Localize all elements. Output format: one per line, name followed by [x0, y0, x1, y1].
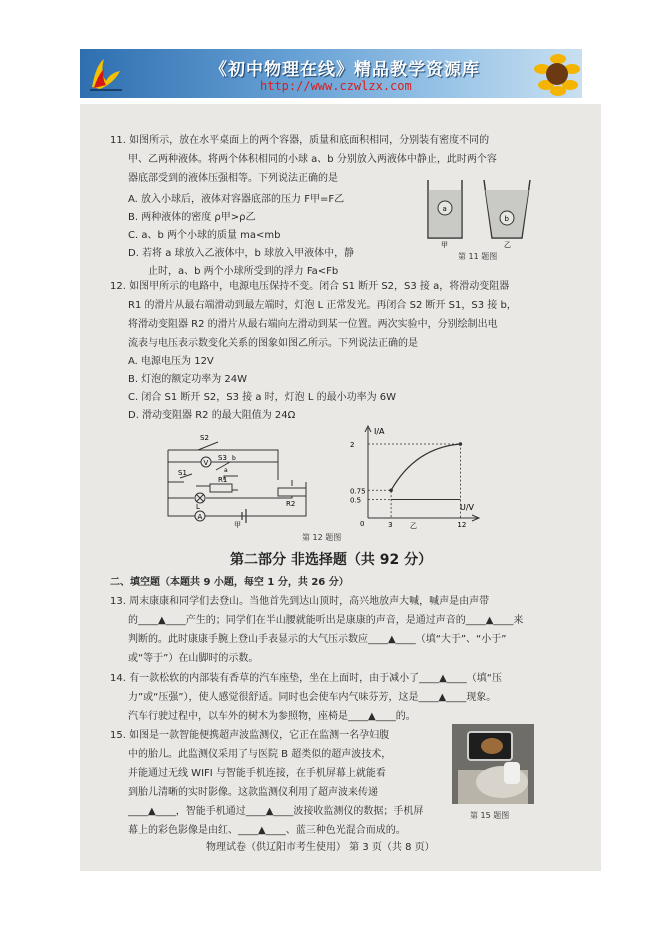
label-yi: 乙: [504, 241, 511, 248]
guide-mid: [368, 490, 391, 518]
q11-option-a: A. 放入小球后，液体对容器底部的压力 F甲=F乙: [128, 194, 345, 205]
site-banner: [80, 49, 582, 98]
q11-option-c: C. a、b 两个小球的质量 ma<mb: [128, 230, 281, 241]
section-fill-in-title: 二、填空题（本题共 9 小题，每空 1 分，共 26 分）: [110, 577, 349, 588]
svg-text:A: A: [197, 513, 203, 521]
series-curve: [391, 444, 460, 490]
ytick-label-2: 0.5: [350, 496, 362, 505]
q12-line-1: 12. 如图甲所示的电路中，电源电压保持不变。闭合 S1 断开 S2，S3 接 a，将滑动变阻器: [110, 281, 510, 292]
graph-origin: 0: [360, 520, 365, 528]
q15-line-6: 幕上的彩色影像是由红、____▲____、蓝三种色光混合而成的。: [128, 825, 406, 836]
q11-line-2: 甲、乙两种液体。将两个体积相同的小球 a、b 分别放入两液体中静止，此时两个容: [128, 154, 497, 165]
q11-option-d-cont: 止时，a、b 两个小球所受到的浮力 Fa<Fb: [148, 266, 339, 277]
q15-caption: 第 15 题图: [470, 811, 510, 820]
svg-text:S3: S3: [218, 454, 227, 462]
q15-photo: [452, 724, 534, 804]
q13-line-2: 的____▲____产生的；同学们在半山腰就能听出是康康的声音，是通过声音的____▲____来: [128, 615, 524, 626]
q14-line-2: 力”或“压强”），使人感觉很舒适。同时也会使车内气味芬芳，这是____▲____现象。: [128, 692, 497, 703]
part2-title: 第二部分 非选择题（共 92 分）: [230, 552, 433, 568]
q11-line-3: 器底部受到的液体压强相等。下列说法正确的是: [128, 173, 338, 184]
svg-text:a: a: [224, 467, 228, 474]
ytick-label-0: 2: [350, 441, 355, 449]
q15-line-3: 并能通过无线 WIFI 与智能手机连接，在手机屏幕上就能看: [128, 768, 386, 779]
graph-fig-label: 乙: [410, 522, 417, 530]
svg-text:L: L: [196, 503, 200, 511]
q14-line-3: 汽车行驶过程中，以车外的树木为参照物，座椅是____▲____的。: [128, 711, 416, 722]
xtick-label-0: 3: [388, 521, 393, 529]
q14-line-1: 14. 有一款松软的内部装有香草的汽车座垫，坐在上面时，由于减小了____▲____（填“压: [110, 673, 502, 684]
q13-line-3: 判断的。此时康康手腕上登山手表显示的大气压示数应____▲____（填“大于”、“小于”: [128, 634, 507, 645]
q11-option-b: B. 两种液体的密度 ρ甲>ρ乙: [128, 212, 256, 223]
svg-text:S1: S1: [178, 469, 187, 477]
ytick-label-1: 0.75: [350, 487, 366, 496]
data-point-1: [459, 442, 463, 446]
q11-figure: [418, 176, 538, 248]
data-point-0: [389, 488, 393, 492]
svg-text:b: b: [232, 455, 236, 462]
q12-option-a: A. 电源电压为 12V: [128, 356, 214, 367]
q11-caption: 第 11 题图: [458, 252, 498, 261]
sunflower-icon: [522, 49, 582, 98]
graph-xlabel: U/V: [460, 503, 475, 512]
q12-circuit-diagram: [158, 430, 318, 528]
q11-option-d: D. 若将 a 球放入乙液体中，b 球放入甲液体中，静: [128, 248, 355, 259]
q12-option-c: C. 闭合 S1 断开 S2，S3 接 a 时，灯泡 L 的最小功率为 6W: [128, 392, 397, 403]
q13-line-4: 或“等于”）在山脚时的示数。: [128, 653, 259, 664]
banner-url[interactable]: http://www.czwlzx.com: [260, 79, 412, 93]
svg-text:R2: R2: [286, 500, 296, 508]
exam-page-photo: [80, 104, 601, 871]
svg-text:S2: S2: [200, 434, 209, 442]
q12-iu-graph: [348, 422, 488, 530]
svg-text:V: V: [203, 459, 209, 467]
svg-text:甲: 甲: [234, 521, 241, 528]
q12-option-b: B. 灯泡的额定功率为 24W: [128, 374, 248, 385]
xtick-label-1: 12: [457, 521, 467, 529]
q11-line-1: 11. 如图所示，放在水平桌面上的两个容器，质量和底面积相同，分别装有密度不同的: [110, 135, 490, 146]
q12-line-3: 将滑动变阻器 R2 的滑片从最右端向左滑动到某一位置。两次实验中，分别绘制出电: [128, 319, 498, 330]
q12-line-2: R1 的滑片从最右端滑动到最左端时，灯泡 L 正常发光。再闭合 S2 断开 S1，S3 接 b，: [128, 300, 517, 311]
q15-line-4: 到胎儿清晰的实时影像。这款监测仪利用了超声波来传递: [128, 787, 378, 798]
banner-title: 《初中物理在线》精品教学资源库: [210, 60, 480, 80]
q12-caption: 第 12 题图: [302, 533, 342, 542]
graph-ylabel: I/A: [374, 427, 385, 436]
label-jia: 甲: [441, 241, 448, 248]
ball-b-label: b: [504, 215, 509, 223]
q12-option-d: D. 滑动变阻器 R2 的最大阻值为 24Ω: [128, 410, 296, 421]
q13-line-1: 13. 周末康康和同学们去登山。当他首先到达山顶时，高兴地放声大喊，喊声是由声带: [110, 596, 490, 607]
q15-line-2: 中的胎儿。此监测仪采用了与医院 B 超类似的超声波技术，: [128, 749, 392, 760]
guide-top: [368, 444, 460, 518]
svg-text:R1: R1: [218, 476, 228, 484]
page-footer: 物理试卷（供辽阳市考生使用） 第 3 页（共 8 页）: [206, 842, 435, 853]
site-logo-icon: [86, 55, 126, 93]
q15-line-5: ____▲____，智能手机通过____▲____波接收监测仪的数据；手机屏: [128, 806, 424, 817]
ball-a-label: a: [442, 205, 447, 213]
q12-line-4: 流表与电压表示数变化关系的图象如图乙所示。下列说法正确的是: [128, 338, 418, 349]
q15-line-1: 15. 如图是一款智能便携超声波监测仪，它正在监测一名孕妇腹: [110, 730, 390, 741]
